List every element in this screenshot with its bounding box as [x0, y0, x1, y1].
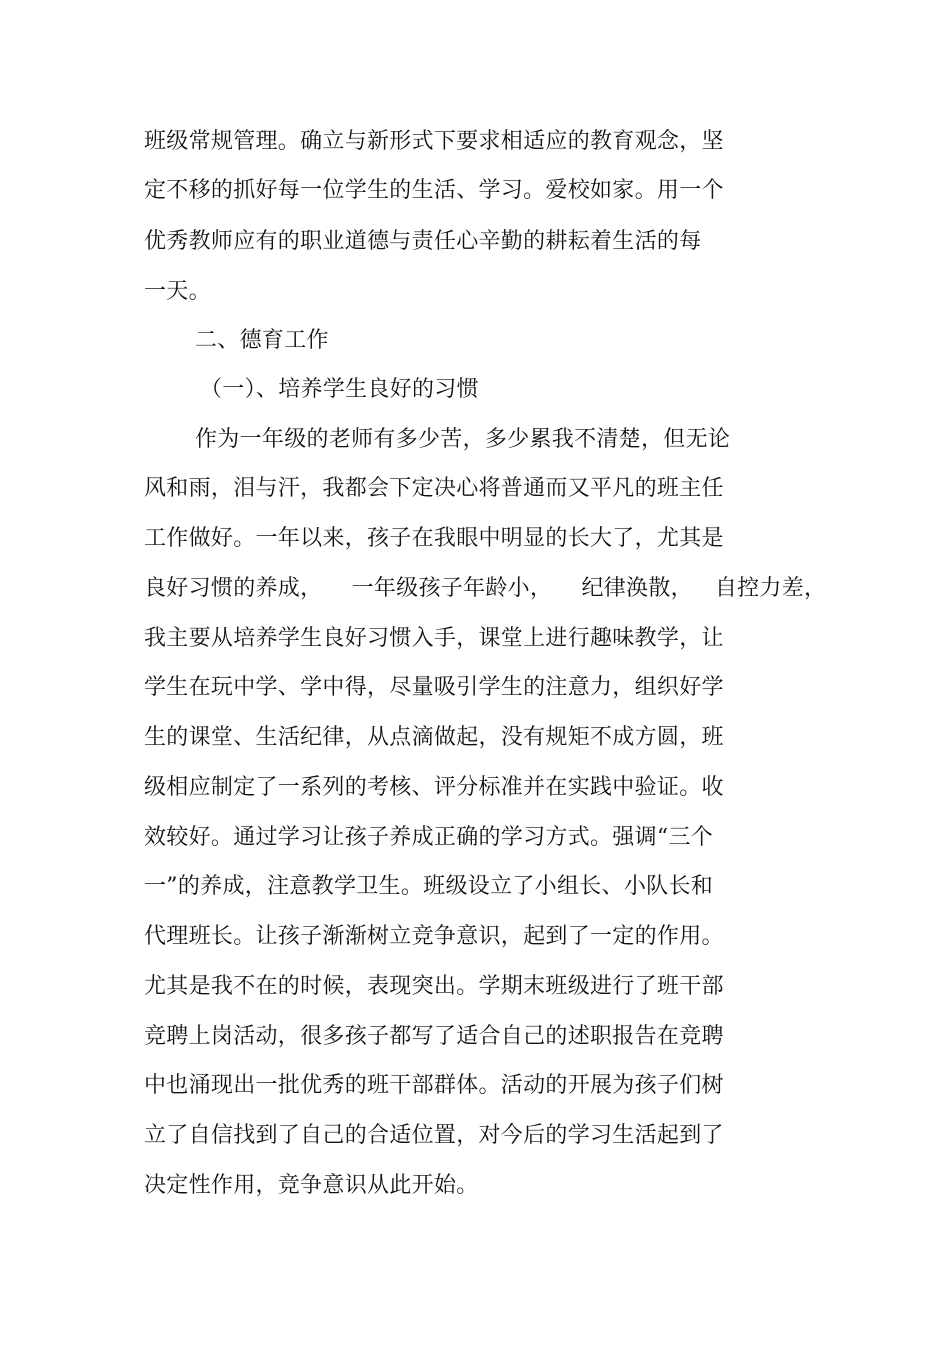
subsection-heading: （一）、培养学生良好的习惯 — [200, 377, 479, 402]
paragraph-line: 效较好。通过学习让孩子养成正确的学习方式。强调“三个 — [144, 825, 714, 850]
paragraph-line: 优秀教师应有的职业道德与责任心辛勤的耕耘着生活的每 — [144, 229, 702, 254]
paragraph-line: 工作做好。一年以来，孩子在我眼中明显的长大了，尤其是 — [144, 526, 724, 551]
paragraph-line: 一”的养成，注意教学卫生。班级设立了小组长、小队长和 — [144, 874, 714, 899]
paragraph-line: 尤其是我不在的时候，表现突出。学期末班级进行了班干部 — [144, 974, 724, 999]
paragraph-line: 立了自信找到了自己的合适位置，对今后的学习生活起到了 — [144, 1123, 724, 1148]
paragraph-line: 风和雨，泪与汗，我都会下定决心将普通而又平凡的班主任 — [144, 476, 724, 501]
paragraph-line: 级相应制定了一系列的考核、评分标准并在实践中验证。收 — [144, 775, 724, 800]
paragraph-line: 班级常规管理。确立与新形式下要求相适应的教育观念，坚 — [144, 129, 724, 154]
paragraph-line: 生的课堂、生活纪律，从点滴做起，没有规矩不成方圆，班 — [144, 725, 724, 750]
paragraph-line: 良好习惯的养成， 一年级孩子年龄小， 纪律涣散， 自控力差， — [144, 576, 827, 601]
paragraph-line: 中也涌现出一批优秀的班干部群体。活动的开展为孩子们树 — [144, 1073, 724, 1098]
paragraph-line: 一天。 — [144, 279, 211, 304]
paragraph-line: 我主要从培养学生良好习惯入手，课堂上进行趣味教学，让 — [144, 626, 724, 651]
paragraph-line: 学生在玩中学、学中得，尽量吸引学生的注意力，组织好学 — [144, 675, 724, 700]
paragraph-line: 作为一年级的老师有多少苦，多少累我不清楚，但无论 — [195, 427, 731, 452]
paragraph-line: 决定性作用，竞争意识从此开始。 — [144, 1173, 479, 1198]
paragraph-line: 定不移的抓好每一位学生的生活、学习。爱校如家。用一个 — [144, 178, 724, 203]
section-heading: 二、德育工作 — [195, 328, 329, 353]
paragraph-line: 竞聘上岗活动，很多孩子都写了适合自己的述职报告在竞聘 — [144, 1024, 724, 1049]
paragraph-line: 代理班长。让孩子渐渐树立竞争意识，起到了一定的作用。 — [144, 924, 724, 949]
